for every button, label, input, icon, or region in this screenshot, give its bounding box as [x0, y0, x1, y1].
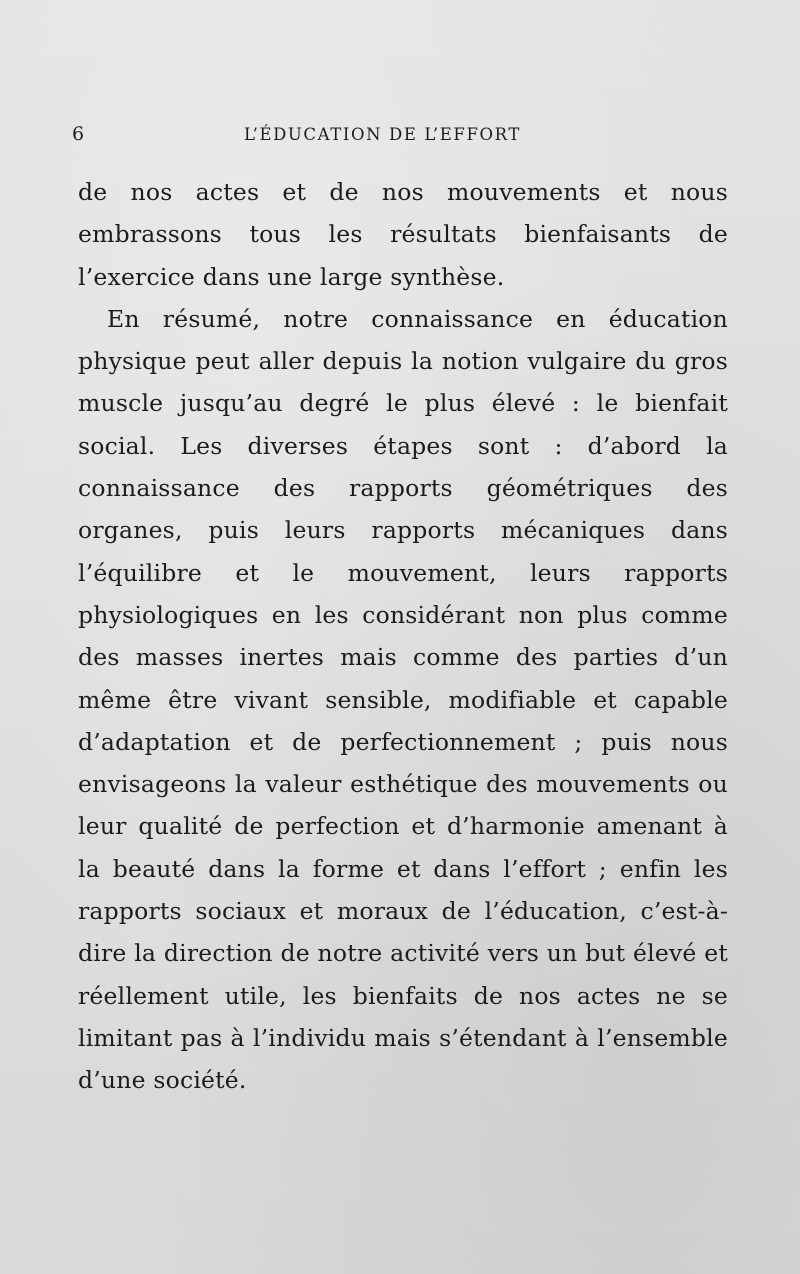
body-text	[78, 171, 728, 1102]
paragraph-summary: En résumé, notre connaissance en éducation physique peut aller depuis la notion vulgaire du gros muscle jusqu’au degré le plus élevé : le bienfait social. Les diverses étapes sont : d’abord la connaissance des rapports géométriques des organes, puis leurs rapports mécaniques dans l’équilibre et le mouvement, leurs rapports physiologiques en les considérant non plus comme des masses inertes mais comme des parties d’un même être vivant sensible, modifiable et capable d’adaptation et de perfectionnement ; puis nous envisageons la valeur esthétique des mouvements ou leur qualité de perfection et d’harmonie amenant à la beauté dans la forme et dans l’effort ; enfin les rapports sociaux et moraux de l’éducation, c’est-à-dire la direction de notre activité vers un but élevé et réellement utile, les bienfaits de nos actes ne se limitant pas à l’individu mais s’étendant à l’ensemble d’une société.	[78, 304, 728, 1095]
running-title: L’ÉDUCATION DE L’EFFORT	[244, 125, 521, 144]
paragraph-continued: de nos actes et de nos mouvements et nous embrassons tous les résultats bienfaisants de l’exercice dans une large synthèse.	[78, 178, 728, 291]
page-number: 6	[72, 123, 85, 145]
running-head	[0, 121, 800, 149]
